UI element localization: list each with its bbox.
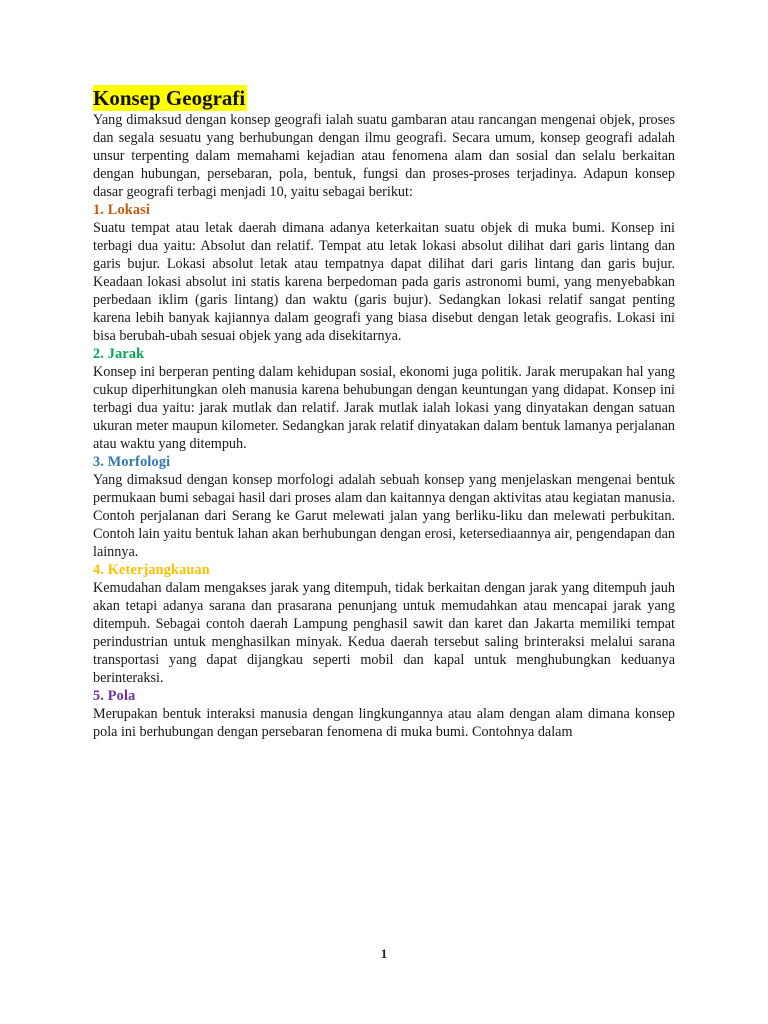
document-title: Konsep Geografi xyxy=(93,86,246,110)
section-heading-jarak: 2. Jarak xyxy=(93,346,145,362)
intro-paragraph: Yang dimaksud dengan konsep geografi ialah suatu gambaran atau rancangan mengenai objek, proses dan segala sesuatu yang berhubungan dengan ilmu geografi. Secara umum, konsep geografi adalah unsur terpenting dalam memahami kejadian atau fenomena alam dan sosial dan selalu berkaitan dengan hubungan, persebaran, pola, bentuk, fungsi dan proses-proses terjadinya. Adapun konsep dasar geografi terbagi menjadi 10, yaitu sebagai berikut: xyxy=(93,112,675,200)
section-heading-lokasi: 1. Lokasi xyxy=(93,202,150,218)
document-page xyxy=(93,85,675,741)
section-body-morfologi: Yang dimaksud dengan konsep morfologi adalah sebuah konsep yang menjelaskan mengenai bentuk permukaan bumi sebagai hasil dari proses alam dan kaitannya dengan aktivitas atau kegiatan manusia. Contoh perjalanan dari Serang ke Garut melewati jalan yang berliku-liku dan melewati perbukitan. Contoh lain yaitu bentuk lahan akan berhubungan dengan erosi, ketersediaannya air, pengendapan dan lainnya. xyxy=(93,472,675,560)
section-body-pola: Merupakan bentuk interaksi manusia dengan lingkungannya atau alam dengan alam dimana konsep pola ini berhubungan dengan persebaran fenomena di muka bumi. Contohnya dalam xyxy=(93,706,675,740)
section-heading-keterjangkauan: 4. Keterjangkauan xyxy=(93,562,210,578)
section-body-keterjangkauan: Kemudahan dalam mengakses jarak yang ditempuh, tidak berkaitan dengan jarak yang ditempuh jauh akan tetapi adanya sarana dan prasarana penunjang untuk memudahkan atau mencapai jarak yang ditempuh. Sebagai contoh daerah Lampung penghasil sawit dan karet dan Jakarta memiliki tempat perindustrian untuk menghasilkan minyak. Kedua daerah tersebut saling brinteraksi melalui sarana transportasi yang dapat dijangkau seperti mobil dan kapal untuk menghubungkan keduanya berinteraksi. xyxy=(93,580,675,686)
section-body-jarak: Konsep ini berperan penting dalam kehidupan sosial, ekonomi juga politik. Jarak merupakan hal yang cukup diperhitungkan oleh manusia karena behubungan dengan keuntungan yang didapat. Konsep ini terbagi dua yaitu: jarak mutlak dan relatif. Jarak mutlak ialah lokasi yang dinyatakan dengan satuan ukuran meter maupun kilometer. Sedangkan jarak relatif dinyatakan dalam bentuk lamanya perjalanan atau waktu yang ditempuh. xyxy=(93,364,675,452)
section-heading-pola: 5. Pola xyxy=(93,688,136,704)
page-number: 1 xyxy=(380,946,388,961)
section-body-lokasi: Suatu tempat atau letak daerah dimana adanya keterkaitan suatu objek di muka bumi. Konsep ini terbagi dua yaitu: Absolut dan relatif. Tempat atu letak lokasi absolut dilihat dari garis lintang dan garis bujur. Lokasi absolut letak atau tempatnya dapat dilihat dari garis lintang dan garis bujur. Keadaan lokasi absolut ini statis karena berpedoman pada garis astronomi bumi, yang menyebabkan perbedaan iklim (garis lintang) dan waktu (garis bujur). Sedangkan lokasi relatif sangat penting karena lebih banyak kajiannya dalam geografi yang biasa disebut dengan letak geografis. Lokasi ini bisa berubah-ubah sesuai objek yang ada disekitarnya. xyxy=(93,220,675,344)
section-heading-morfologi: 3. Morfologi xyxy=(93,454,171,470)
